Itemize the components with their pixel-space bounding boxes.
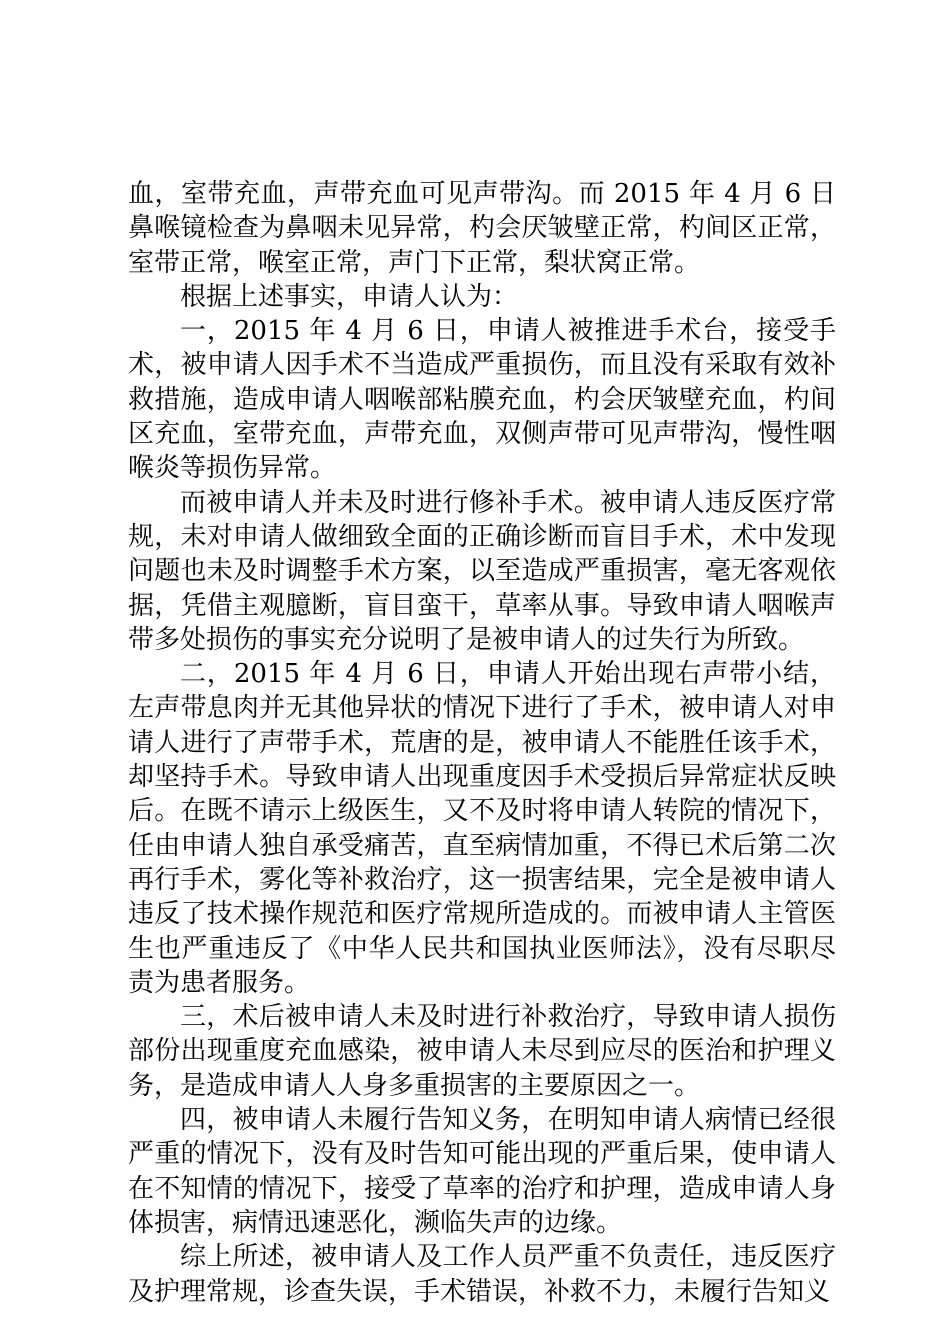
paragraph-summary: 综上所述，被申请人及工作人员严重不负责任，违反医疗及护理常规，诊查失误，手术错误，补救不力，未履行告知义 xyxy=(128,1242,836,1307)
document-page xyxy=(128,177,836,1309)
paragraph-point-three: 三，术后被申请人未及时进行补救治疗，导致申请人损伤部份出现重度充血感染，被申请人未尽到应尽的医治和护理义务，是造成申请人人身多重损害的主要原因之一。 xyxy=(128,1002,836,1101)
paragraph-point-two: 二，2015 年 4 月 6 日，申请人开始出现右声带小结，左声带息肉并无其他异状的情况下进行了手术，被申请人对申请人进行了声带手术，荒唐的是，被申请人不能胜任该手术，却坚持手术。导致申请人出现重度因手术受损后异常症状反映后。在既不请示上级医生，又不及时将申请人转院的情况下，任由申请人独自承受痛苦，直至病情加重，不得已术后第二次再行手术，雾化等补救治疗，这一损害结果，完全是被申请人违反了技术操作规范和医疗常规所造成的。而被申请人主管医生也严重违反了《中华人民共和国执业医师法》，没有尽职尽责为患者服务。 xyxy=(128,659,836,998)
paragraph-point-four: 四，被申请人未履行告知义务，在明知申请人病情已经很严重的情况下，没有及时告知可能出现的严重后果，使申请人在不知情的情况下，接受了草率的治疗和护理，造成申请人身体损害，病情迅速恶化，濒临失声的边缘。 xyxy=(128,1105,836,1238)
paragraph-no-repair-surgery: 而被申请人并未及时进行修补手术。被申请人违反医疗常规，未对申请人做细致全面的正确诊断而盲目手术，术中发现问题也未及时调整手术方案，以至造成严重损害，毫无客观依据，凭借主观臆断，盲目蛮干，草率从事。导致申请人咽喉声带多处损伤的事实充分说明了是被申请人的过失行为所致。 xyxy=(128,487,836,655)
paragraph-continued-exam-findings: 血，室带充血，声带充血可见声带沟。而 2015 年 4 月 6 日鼻喉镜检查为鼻咽未见异常，杓会厌皱壁正常，杓间区正常，室带正常，喉室正常，声门下正常，梨状窝正常。 xyxy=(128,179,836,278)
paragraph-point-one: 一，2015 年 4 月 6 日，申请人被推进手术台，接受手术，被申请人因手术不当造成严重损伤，而且没有采取有效补救措施，造成申请人咽喉部粘膜充血，杓会厌皱壁充血，杓间区充血，室带充血，声带充血，双侧声带可见声带沟，慢性咽喉炎等损伤异常。 xyxy=(128,316,836,484)
paragraph-applicant-opinion-intro: 根据上述事实，申请人认为： xyxy=(180,281,519,312)
